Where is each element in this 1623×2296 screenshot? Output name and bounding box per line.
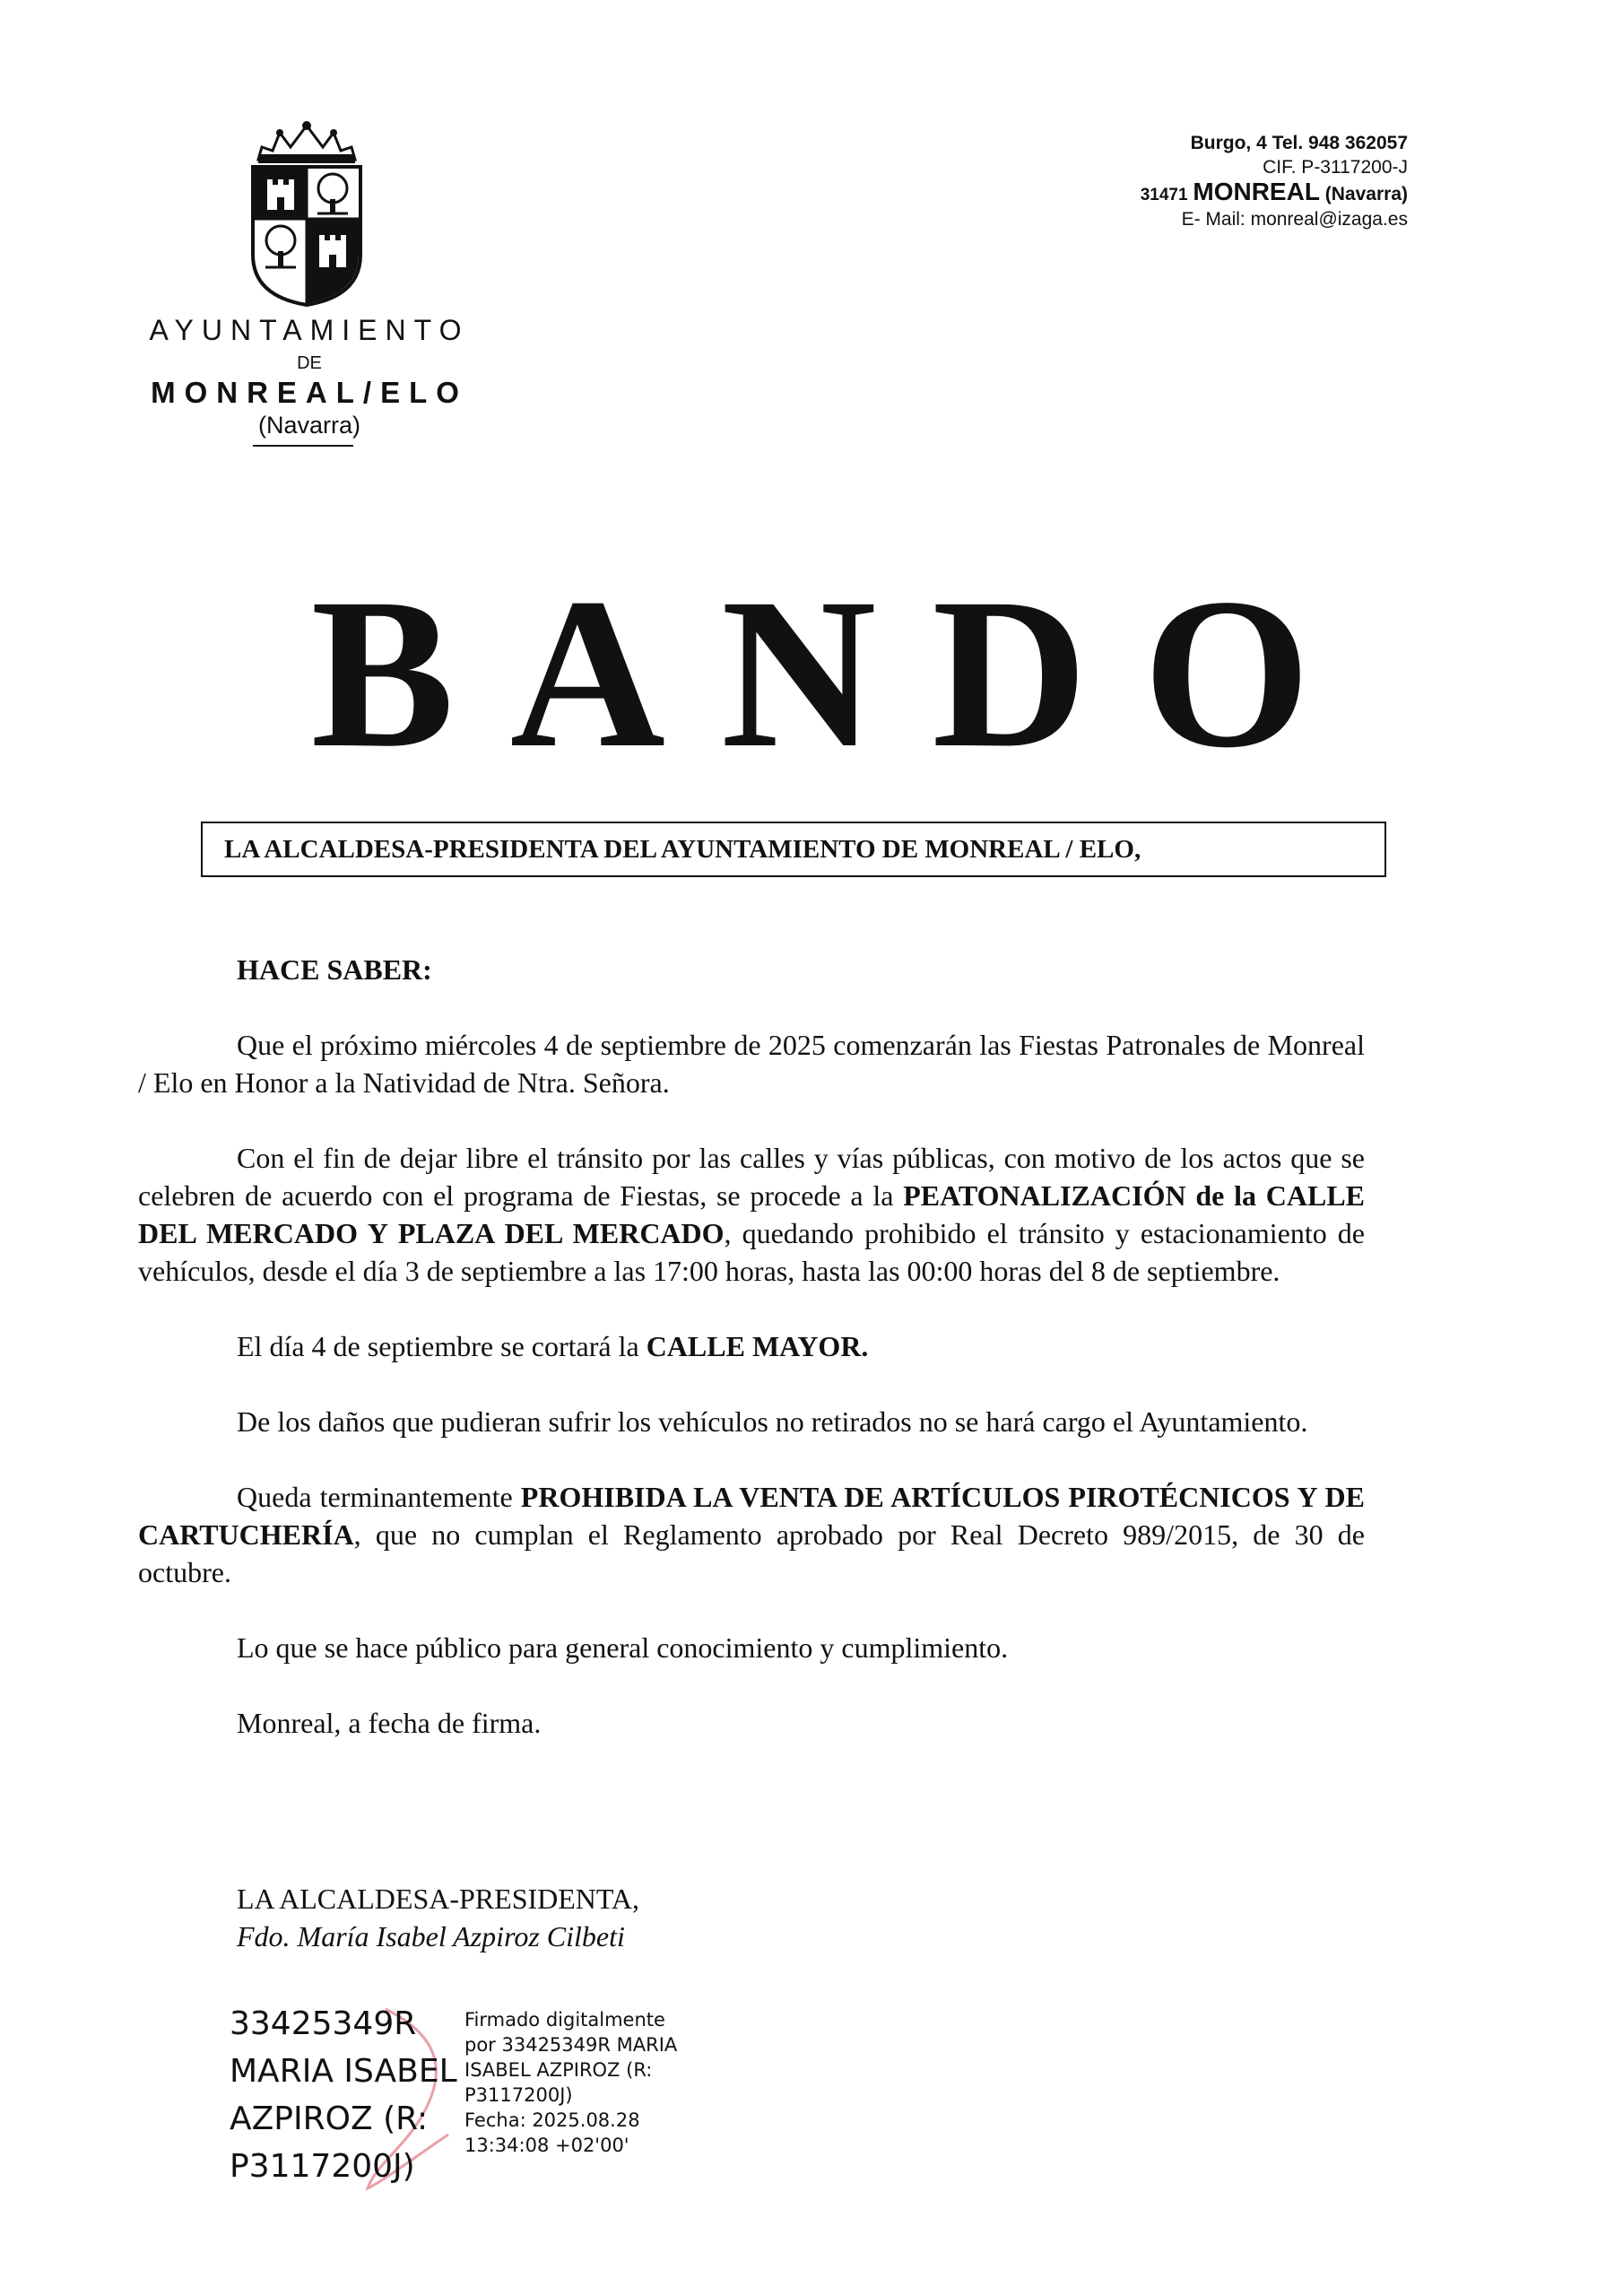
contact-city-line xyxy=(1141,179,1408,207)
paragraph-danos: De los daños que pudieran sufrir los vehículos no retirados no se hará cargo el Ayuntamiento. xyxy=(237,1405,1308,1438)
signature-closing xyxy=(237,1880,639,1955)
paragraph-fiestas: Que el próximo miércoles 4 de septiembre de 2025 comenzarán las Fiestas Patronales de Monreal / Elo en Honor a la Natividad de Ntra. Señora. xyxy=(138,1029,1365,1099)
contact-city: MONREAL xyxy=(1193,178,1320,205)
signature-id-line: AZPIROZ (R: xyxy=(230,2100,429,2137)
coat-of-arms-icon xyxy=(240,120,373,309)
hace-saber-heading: HACE SABER: xyxy=(237,953,432,986)
contact-address: Burgo, 4 Tel. 948 362057 xyxy=(1190,133,1408,153)
signature-detail-line: Fecha: 2025.08.28 xyxy=(464,2109,640,2131)
signature-detail-line: por 33425349R MARIA xyxy=(464,2034,678,2056)
signature-id-line: P3117200J) xyxy=(230,2148,415,2185)
signature-detail-line: 13:34:08 +02'00' xyxy=(464,2135,629,2156)
paragraph-pirotecnia xyxy=(138,1478,1365,1591)
contact-email: E- Mail: monreal@izaga.es xyxy=(1181,209,1408,230)
paragraph-fecha: Monreal, a fecha de firma. xyxy=(237,1707,542,1739)
paragraph-calle-mayor-intro: El día 4 de septiembre se cortará la xyxy=(237,1330,647,1362)
paragraph-peatonalizacion xyxy=(138,1139,1365,1290)
signatory-name: Fdo. María Isabel Azpiroz Cilbeti xyxy=(237,1920,625,1952)
document-title: BANDO xyxy=(310,553,1367,792)
paragraph-pirotecnia-intro: Queda terminantemente xyxy=(237,1481,521,1513)
org-divider xyxy=(253,445,353,447)
signature-detail-line: P3117200J) xyxy=(464,2084,573,2106)
signature-detail-line: Firmado digitalmente xyxy=(464,2009,665,2031)
signature-id-line: 33425349R xyxy=(230,2005,417,2042)
org-line-municipality: MONREAL/ELO xyxy=(151,376,468,409)
contact-postal-code: 31471 xyxy=(1140,186,1188,204)
issuer-heading: LA ALCALDESA-PRESIDENTA DEL AYUNTAMIENTO DE MONREAL / ELO, xyxy=(201,822,1386,877)
paragraph-calle-mayor xyxy=(138,1327,1365,1365)
document-body xyxy=(138,951,1365,1742)
paragraph-pirotecnia-rest: , que no cumplan el Reglamento aprobado por Real Decreto 989/2015, de 30 de octubre. xyxy=(138,1518,1365,1588)
signature-id-line: MARIA ISABEL xyxy=(230,2053,457,2090)
org-line-ayuntamiento: AYUNTAMIENTO xyxy=(149,314,470,346)
contact-cif: CIF. P-3117200-J xyxy=(1263,157,1408,178)
organization-name xyxy=(139,312,480,439)
paragraph-peatonalizacion-rest: , quedando prohibido el tránsito y estacionamiento de vehículos, desde el día 3 de septiembre a las 17:00 horas, hasta las 00:00 horas del 8 de septiembre. xyxy=(138,1217,1366,1287)
org-line-de: DE xyxy=(297,353,322,373)
signature-detail-line: ISABEL AZPIROZ (R: xyxy=(464,2059,653,2081)
contact-block xyxy=(1141,131,1408,231)
digital-signature-id xyxy=(230,2000,472,2190)
org-line-region: (Navarra) xyxy=(257,412,360,439)
signatory-role: LA ALCALDESA-PRESIDENTA, xyxy=(237,1883,639,1915)
paragraph-peatonalizacion-intro: Con el fin de dejar libre el tránsito por las calles y vías públicas, con motivo de los actos que se celebren de acuerdo con el programa de Fiestas, se procede a la xyxy=(138,1142,1365,1212)
contact-region: (Navarra) xyxy=(1324,184,1408,204)
paragraph-publico: Lo que se hace público para general conocimiento y cumplimiento. xyxy=(237,1631,1009,1664)
digital-signature-details xyxy=(464,2007,698,2158)
paragraph-calle-mayor-bold: CALLE MAYOR. xyxy=(646,1330,869,1362)
paragraph-pirotecnia-bold: PROHIBIDA LA VENTA DE ARTÍCULOS PIROTÉCNICOS Y DE CARTUCHERÍA xyxy=(138,1481,1366,1551)
paragraph-peatonalizacion-bold: PEATONALIZACIÓN de la CALLE DEL MERCADO Y PLAZA DEL MERCADO xyxy=(138,1179,1366,1249)
